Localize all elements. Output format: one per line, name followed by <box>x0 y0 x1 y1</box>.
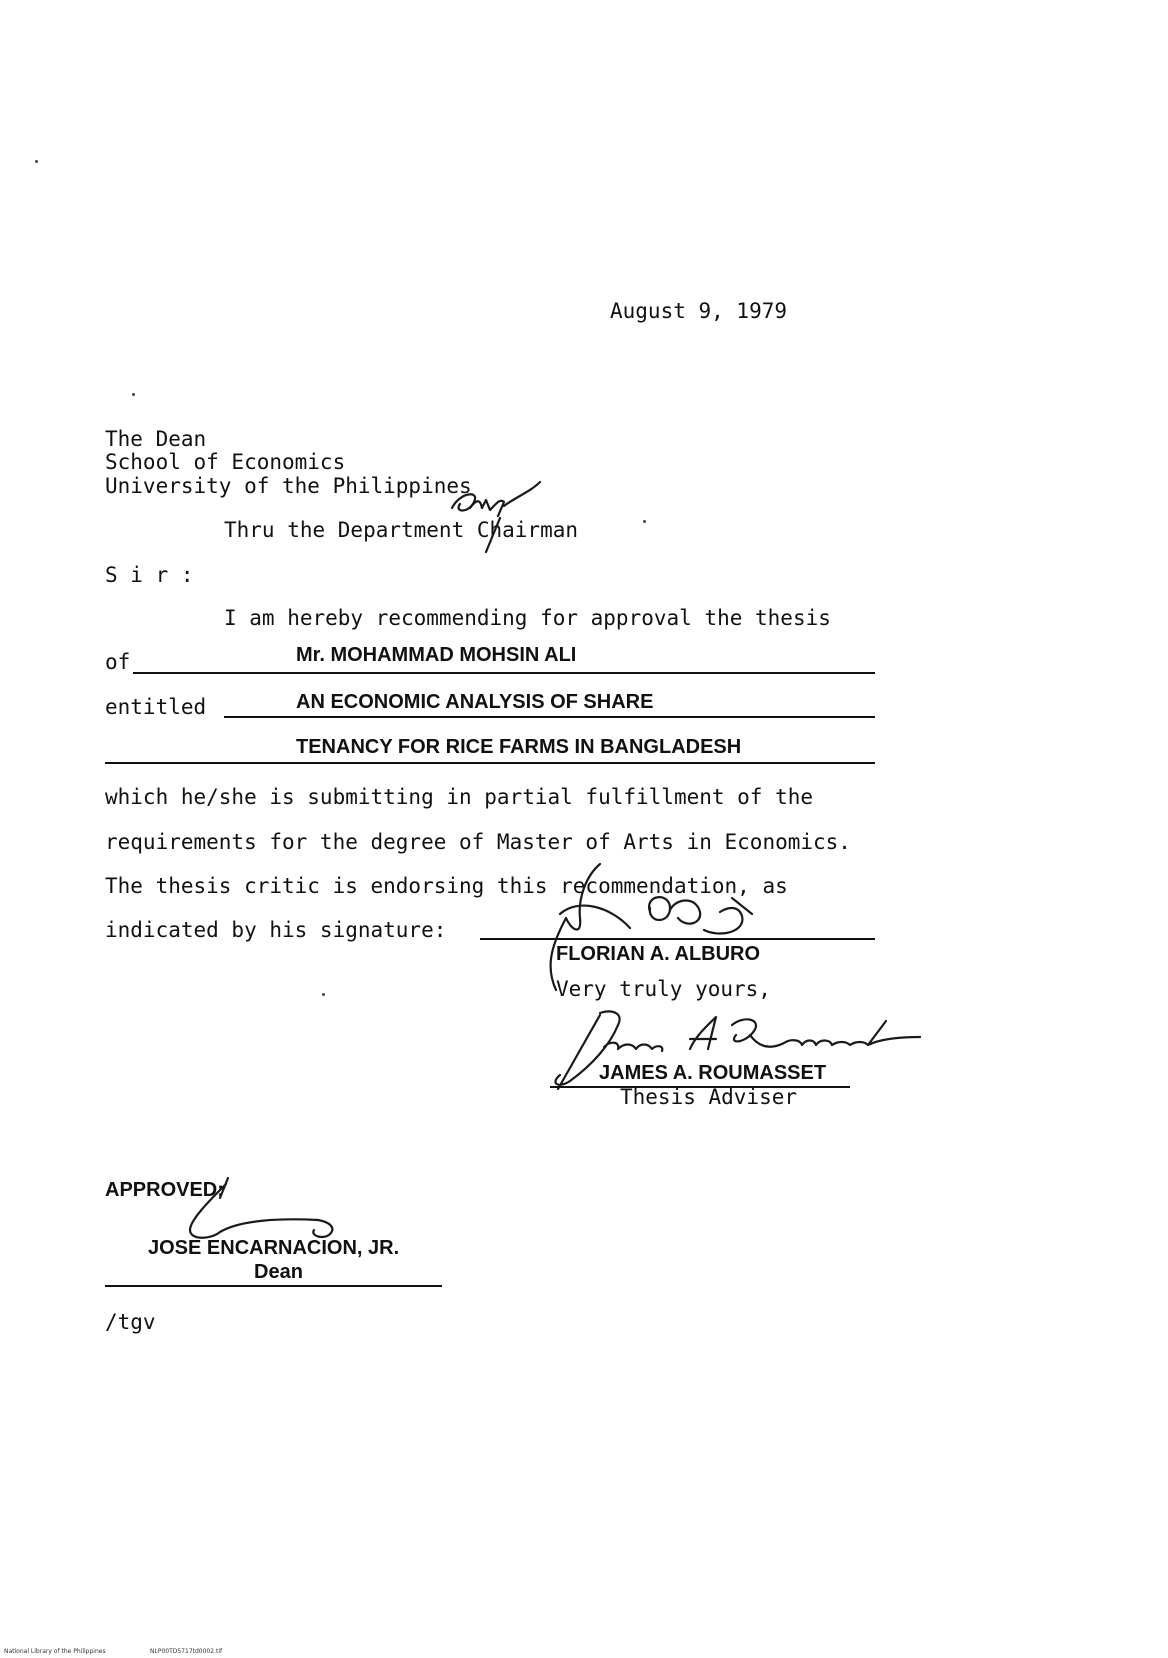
student-name-rule <box>133 672 875 674</box>
critic-name: FLORIAN A. ALBURO <box>556 943 761 965</box>
closing: Very truly yours, <box>556 977 771 1001</box>
entitled-label: entitled <box>105 695 207 719</box>
typist-initials: /tgv <box>105 1310 156 1334</box>
chairman-initials-signature <box>440 478 560 558</box>
adviser-title: Thesis Adviser <box>620 1085 798 1109</box>
approved-label: APPROVED: <box>105 1179 224 1201</box>
of-label: of <box>105 650 131 674</box>
dean-signature-rule <box>105 1285 442 1287</box>
body-intro: I am hereby recommending for approval the thesis <box>224 606 831 630</box>
student-name: Mr. MOHAMMAD MOHSIN ALI <box>296 644 577 666</box>
body-line-3: The thesis critic is endorsing this recommendation, as <box>105 874 788 898</box>
salutation: S i r : <box>105 563 194 587</box>
speck <box>643 520 646 523</box>
speck <box>322 993 325 996</box>
thesis-title-rule-1 <box>224 716 875 718</box>
footer-source: National Library of the Philippines <box>4 1648 106 1655</box>
body-line-2: requirements for the degree of Master of Arts in Economics. <box>105 830 851 854</box>
addressee-line-1: The Dean <box>105 427 207 451</box>
body-line-1: which he/she is submitting in partial fulfillment of the <box>105 785 814 809</box>
adviser-name: JAMES A. ROUMASSET <box>599 1062 827 1084</box>
speck <box>35 160 38 163</box>
addressee-line-3: University of the Philippines <box>105 474 472 498</box>
speck <box>132 393 135 396</box>
dean-title: Dean <box>254 1261 303 1283</box>
critic-signature-rule <box>480 938 875 940</box>
thesis-title-line-1: AN ECONOMIC ANALYSIS OF SHARE <box>296 691 654 713</box>
letter-date: August 9, 1979 <box>610 299 788 323</box>
footer-filename: NLP00TD5717td0002.tif <box>150 1648 223 1655</box>
thesis-title-line-2: TENANCY FOR RICE FARMS IN BANGLADESH <box>296 736 742 758</box>
thesis-title-rule-2 <box>105 762 875 764</box>
addressee-line-2: School of Economics <box>105 450 346 474</box>
thru-line: Thru the Department Chairman <box>224 518 579 542</box>
dean-name: JOSE ENCARNACION, JR. <box>148 1237 400 1259</box>
body-line-4: indicated by his signature: <box>105 918 447 942</box>
